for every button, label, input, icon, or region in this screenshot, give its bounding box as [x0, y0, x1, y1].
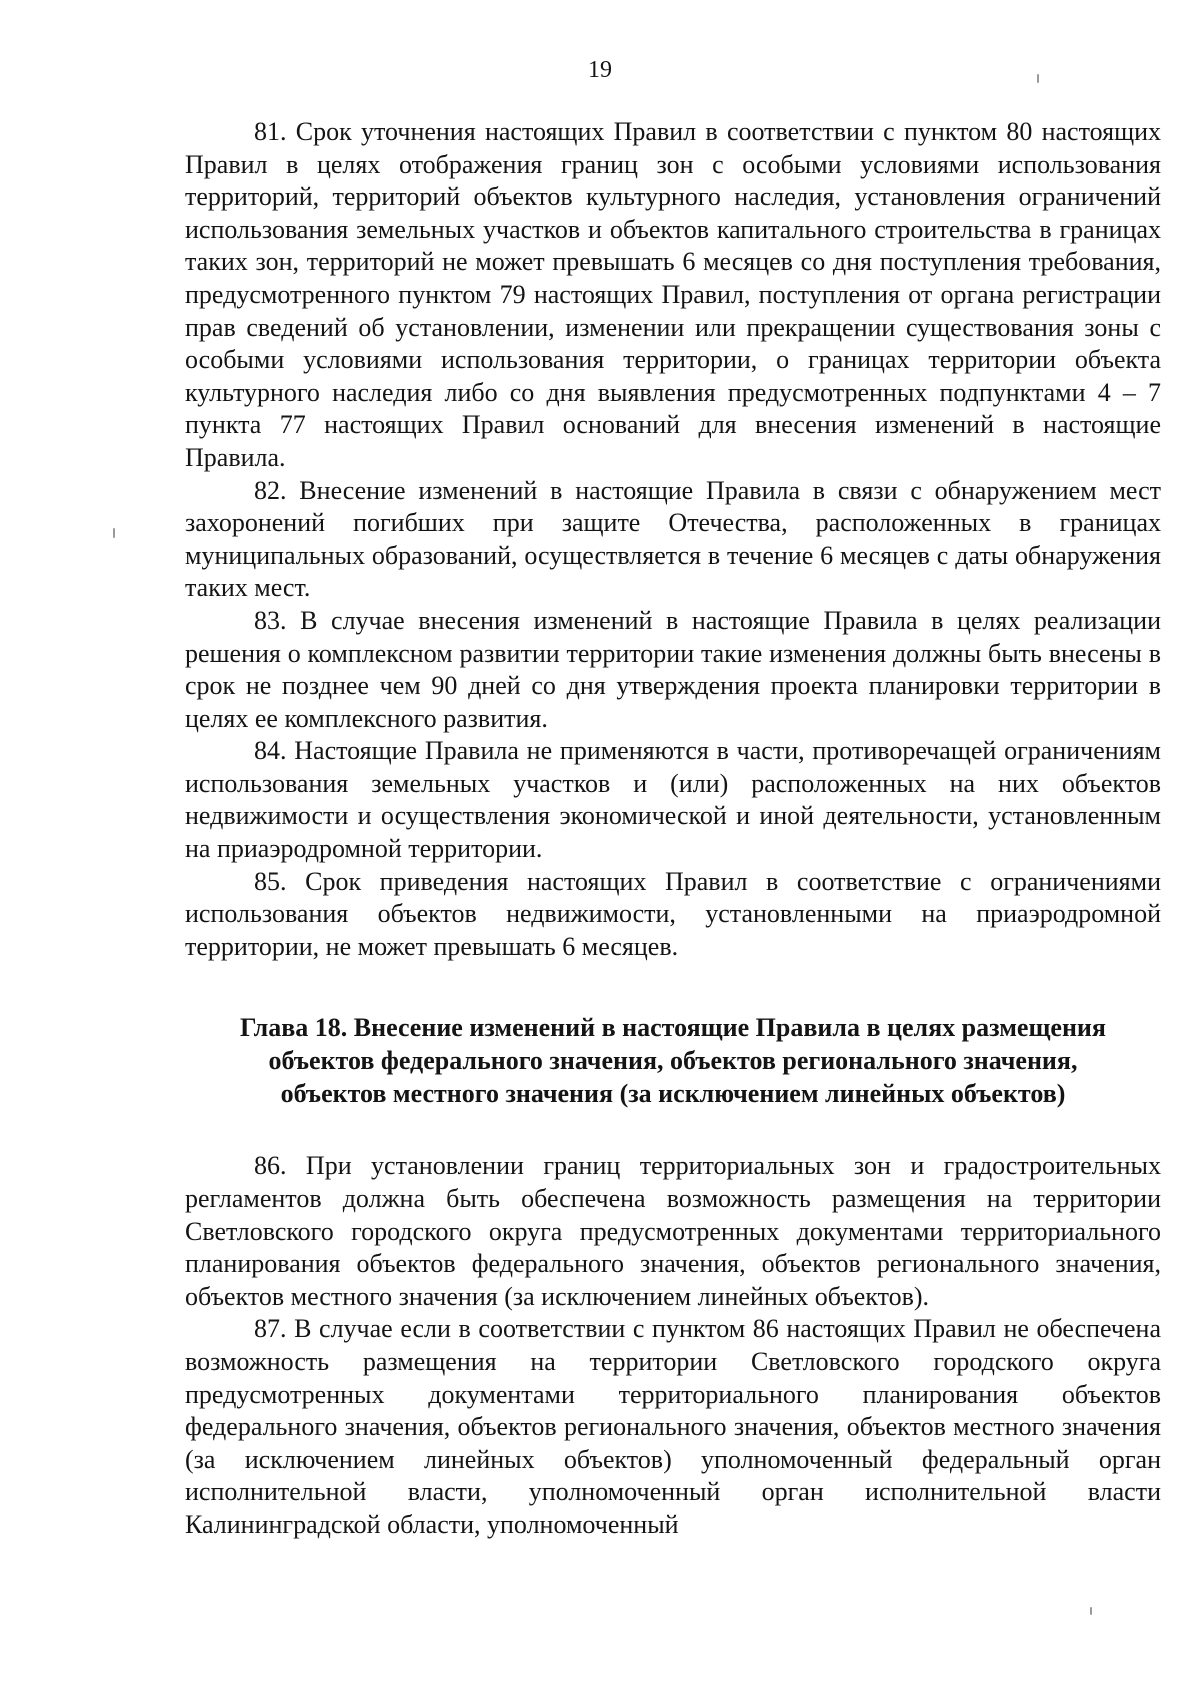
scan-speck	[113, 528, 115, 538]
paragraph-86: 86. При установлении границ территориальных зон и градостроительных регламентов должна быть обеспечена возможность размещения на территории Светловского городского округа предусмотренных документами территориального планирования объектов федерального значения, объектов регионального значения, объектов местного значения (за исключением линейных объектов).	[185, 1151, 1161, 1311]
scan-speck	[1037, 74, 1039, 83]
chapter-heading	[185, 1011, 1161, 1110]
chapter-heading-line-2: объектов федерального значения, объектов регионального значения,	[268, 1046, 1078, 1076]
paragraph-83: 83. В случае внесения изменений в настоящие Правила в целях реализации решения о комплексном развитии территории такие изменения должны быть внесены в срок не позднее чем 90 дней со дня утверждения проекта планировки территории в целях ее комплексного развития.	[185, 605, 1161, 733]
paragraph-82: 82. Внесение изменений в настоящие Правила в связи с обнаружением мест захоронений погибших при защите Отечества, расположенных в границах муниципальных образований, осуществляется в течение 6 месяцев с даты обнаружения таких мест.	[185, 475, 1161, 603]
chapter-heading-line-1: Глава 18. Внесение изменений в настоящие Правила в целях размещения	[240, 1013, 1106, 1043]
paragraph-84: 84. Настоящие Правила не применяются в части, противоречащей ограничениям использования земельных участков и (или) расположенных на них объектов недвижимости и осуществления экономической и иной деятельности, установленным на приаэродромной территории.	[185, 736, 1161, 864]
document-body	[185, 116, 1161, 1542]
paragraph-87: 87. В случае если в соответствии с пунктом 86 настоящих Правил не обеспечена возможность размещения на территории Светловского городского округа предусмотренных документами территориального планирования объектов федерального значения, объектов регионального значения, объектов местного значения (за исключением линейных объектов) уполномоченный федеральный орган исполнительной власти, уполномоченный орган исполнительной власти Калининградской области, уполномоченный	[185, 1314, 1161, 1539]
paragraph-85: 85. Срок приведения настоящих Правил в соответствие с ограничениями использования объектов недвижимости, установленными на приаэродромной территории, не может превышать 6 месяцев.	[185, 866, 1161, 961]
chapter-heading-line-3: объектов местного значения (за исключением линейных объектов)	[280, 1079, 1066, 1109]
paragraph-81: 81. Срок уточнения настоящих Правил в соответствии с пунктом 80 настоящих Правил в целях отображения границ зон с особыми условиями использования территорий, территорий объектов культурного наследия, установления ограничений использования земельных участков и объектов капитального строительства в границах таких зон, территорий не может превышать 6 месяцев со дня поступления требования, предусмотренного пунктом 79 настоящих Правил, поступления от органа регистрации прав сведений об установлении, изменении или прекращении существования зоны с особыми условиями использования территории, о границах территории объекта культурного наследия либо со дня выявления предусмотренных подпунктами 4 – 7 пункта 77 настоящих Правил оснований для внесения изменений в настоящие Правила.	[185, 117, 1161, 472]
scan-speck	[1090, 1607, 1092, 1615]
page-number: 19	[588, 57, 612, 83]
